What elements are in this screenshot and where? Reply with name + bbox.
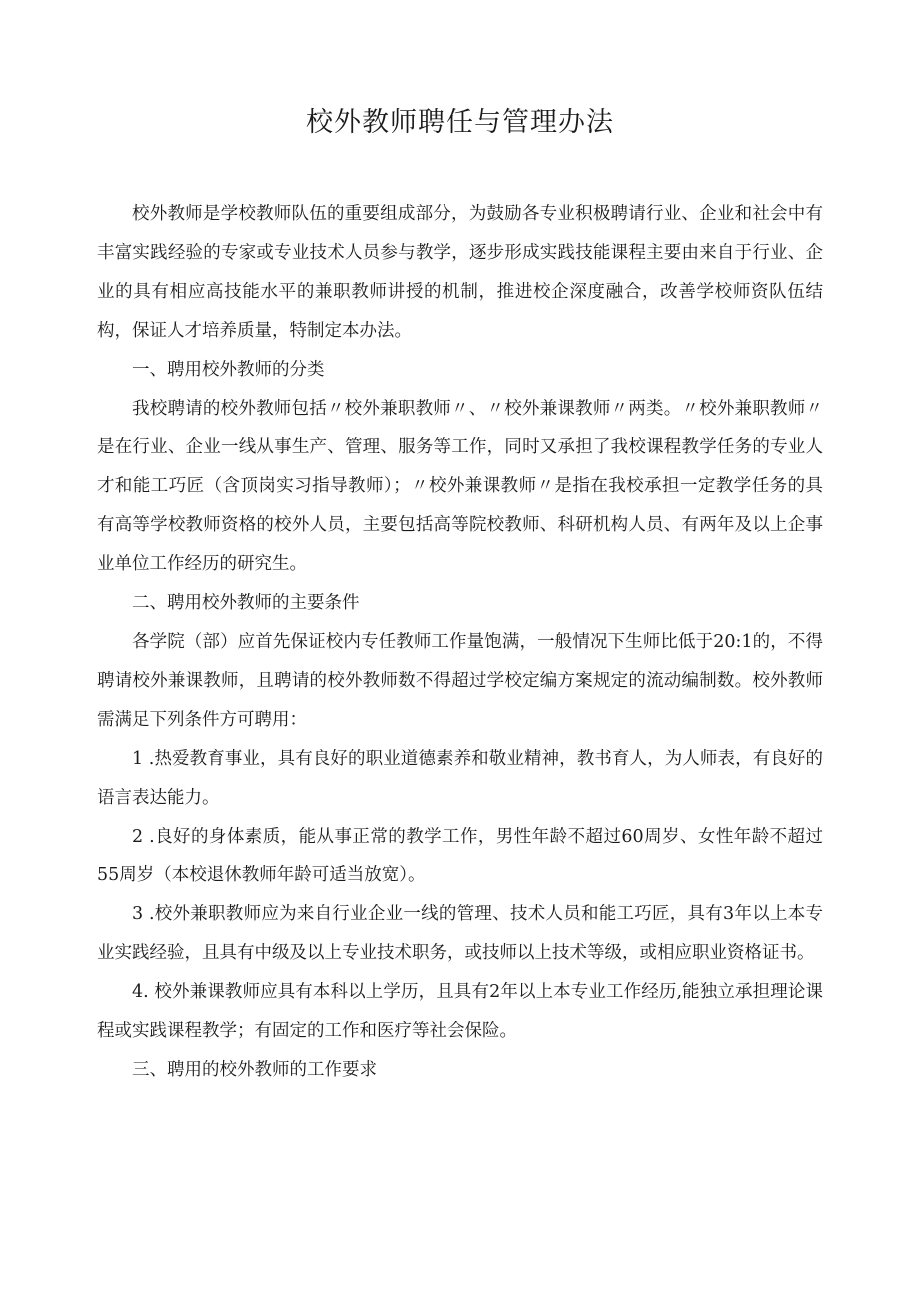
condition-item-2: 2 .良好的身体素质，能从事正常的教学工作，男性年龄不超过60周岁、女性年龄不超过55周岁（本校退休教师年龄可适当放宽）。 bbox=[97, 826, 823, 886]
intro-paragraph: 校外教师是学校教师队伍的重要组成部分，为鼓励各专业积极聘请行业、企业和社会中有丰富实践经验的专家或专业技术人员参与教学，逐步形成实践技能课程主要由来自于行业、企业的具有相应高技能水平的兼职教师讲授的机制，推进校企深度融合，改善学校师资队伍结构，保证人才培养质量，特制定本办法。 bbox=[97, 204, 823, 341]
section-heading-1: 一、聘用校外教师的分类 bbox=[132, 359, 325, 380]
section-heading-3: 三、聘用的校外教师的工作要求 bbox=[132, 1059, 377, 1080]
document-body bbox=[97, 195, 823, 1090]
condition-item-1: 1 .热爱教育事业，具有良好的职业道德素养和敬业精神，教书育人，为人师表，有良好的语言表达能力。 bbox=[97, 748, 823, 808]
section-paragraph-1: 我校聘请的校外教师包括〃校外兼职教师〃、〃校外兼课教师〃两类。〃校外兼职教师〃是在行业、企业一线从事生产、管理、服务等工作，同时又承担了我校课程教学任务的专业人才和能工巧匠（含顶岗实习指导教师）；〃校外兼课教师〃是指在我校承担一定教学任务的具有高等学校教师资格的校外人员，主要包括高等院校教师、科研机构人员、有两年及以上企事业单位工作经历的研究生。 bbox=[97, 398, 823, 575]
document-title: 校外教师聘任与管理办法 bbox=[306, 107, 614, 138]
section-paragraph-2: 各学院（部）应首先保证校内专任教师工作量饱满，一般情况下生师比低于20:1的，不得聘请校外兼课教师，且聘请的校外教师数不得超过学校定编方案规定的流动编制数。校外教师需满足下列条件方可聘用： bbox=[97, 631, 823, 730]
condition-item-3: 3 .校外兼职教师应为来自行业企业一线的管理、技术人员和能工巧匠，具有3年以上本专业实践经验，且具有中级及以上专业技术职务，或技师以上技术等级，或相应职业资格证书。 bbox=[97, 904, 823, 964]
condition-item-4: 4. 校外兼课教师应具有本科以上学历，且具有2年以上本专业工作经历,能独立承担理论课程或实践课程教学；有固定的工作和医疗等社会保险。 bbox=[97, 982, 823, 1042]
section-heading-2: 二、聘用校外教师的主要条件 bbox=[132, 593, 360, 614]
